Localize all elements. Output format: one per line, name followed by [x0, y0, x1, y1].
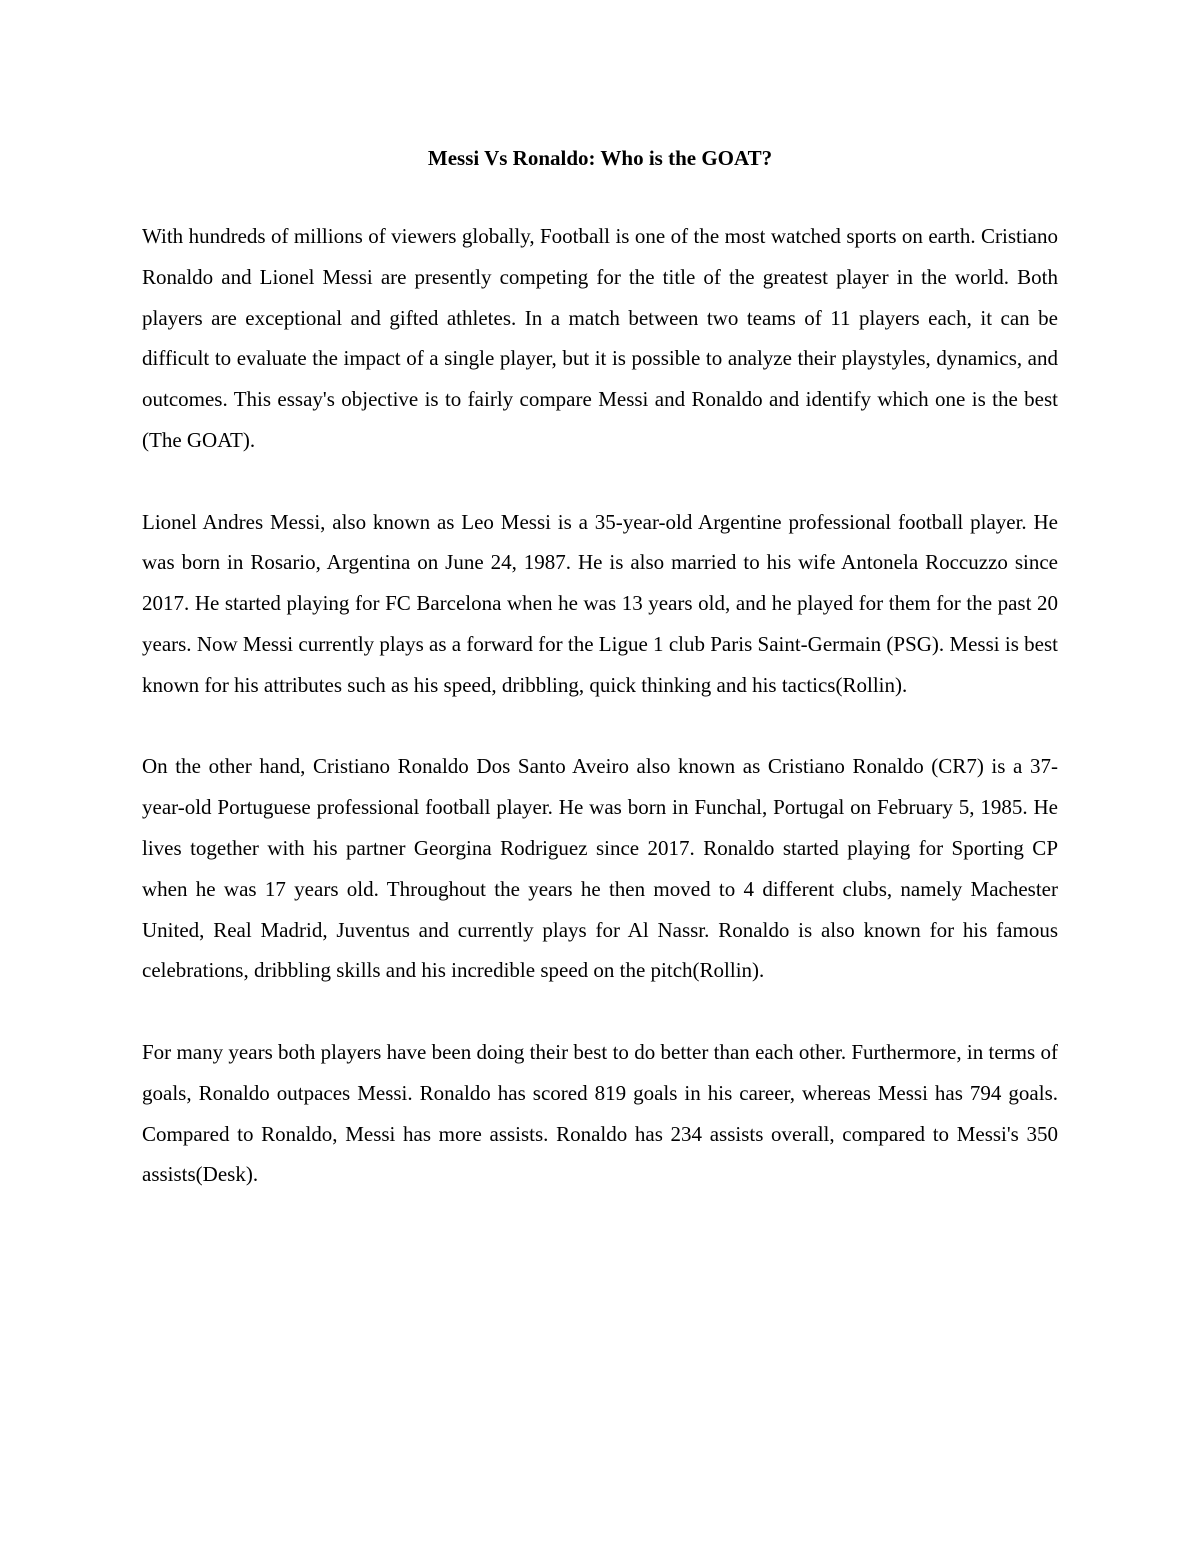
- document-body: [142, 140, 1058, 1195]
- paragraph-ronaldo: On the other hand, Cristiano Ronaldo Dos Santo Aveiro also known as Cristiano Ronaldo (CR7) is a 37-year-old Portuguese professional football player. He was born in Funchal, Portugal on February 5, 1985. He lives together with his partner Georgina Rodriguez since 2017. Ronaldo started playing for Sporting CP when he was 17 years old. Throughout the years he then moved to 4 different clubs, namely Machester United, Real Madrid, Juventus and currently plays for Al Nassr. Ronaldo is also known for his famous celebrations, dribbling skills and his incredible speed on the pitch(Rollin).: [142, 754, 1058, 983]
- paragraph-comparison: For many years both players have been doing their best to do better than each other. Furthermore, in terms of goals, Ronaldo outpaces Messi. Ronaldo has scored 819 goals in his career, whereas Messi has 794 goals. Compared to Ronaldo, Messi has more assists. Ronaldo has 234 assists overall, compared to Messi's 350 assists(Desk).: [142, 1039, 1058, 1187]
- document-title: Messi Vs Ronaldo: Who is the GOAT?: [427, 146, 773, 170]
- paragraph-messi: Lionel Andres Messi, also known as Leo Messi is a 35-year-old Argentine professional football player. He was born in Rosario, Argentina on June 24, 1987. He is also married to his wife Antonela Roccuzzo since 2017. He started playing for FC Barcelona when he was 13 years old, and he played for them for the past 20 years. Now Messi currently plays as a forward for the Ligue 1 club Paris Saint-Germain (PSG). Messi is best known for his attributes such as his speed, dribbling, quick thinking and his tactics(Rollin).: [142, 509, 1058, 697]
- paragraph-introduction: With hundreds of millions of viewers globally, Football is one of the most watched sports on earth. Cristiano Ronaldo and Lionel Messi are presently competing for the title of the greatest player in the world. Both players are exceptional and gifted athletes. In a match between two teams of 11 players each, it can be difficult to evaluate the impact of a single player, but it is possible to analyze their playstyles, dynamics, and outcomes. This essay's objective is to fairly compare Messi and Ronaldo and identify which one is the best (The GOAT).: [142, 224, 1058, 452]
